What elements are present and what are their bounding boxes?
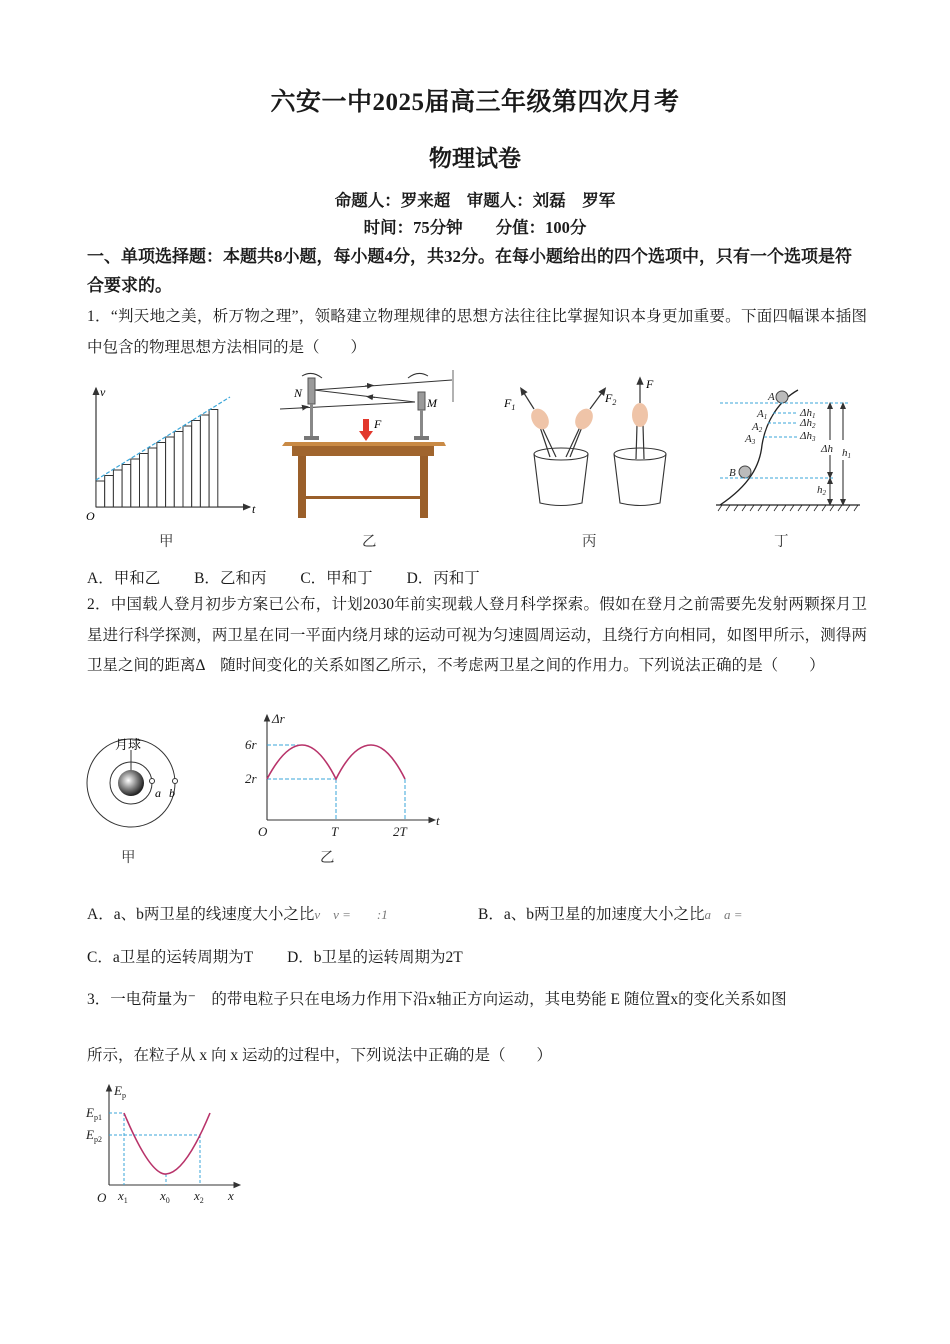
svg-text:A: A bbox=[768, 391, 775, 403]
option-d[interactable]: D．丙和丁 bbox=[406, 570, 480, 587]
svg-text:6r: 6r bbox=[245, 737, 257, 752]
option-c[interactable]: C．a卫星的运转周期为T bbox=[87, 949, 254, 966]
figure-table-mirror bbox=[280, 370, 470, 530]
label-F: F bbox=[646, 377, 654, 391]
svg-text:Δr: Δr bbox=[272, 711, 285, 726]
caption-bing: 丙 bbox=[582, 534, 597, 550]
svg-text:2T: 2T bbox=[393, 824, 407, 839]
figure-slope-heights bbox=[700, 380, 870, 520]
svg-text:O: O bbox=[97, 1190, 107, 1205]
question-2-option-a[interactable]: A．a、b两卫星的线速度大小之比v v = :1 bbox=[87, 906, 388, 923]
label-F1: $F_1$ bbox=[504, 396, 516, 412]
figure-vt-stepped bbox=[85, 380, 265, 525]
svg-text:B: B bbox=[729, 467, 736, 479]
svg-text:Ep1: $E_{p1}$ bbox=[86, 1105, 102, 1122]
caption-yi: 乙 bbox=[362, 534, 377, 550]
option-a[interactable]: A．甲和乙 bbox=[87, 570, 161, 587]
exam-time-score: 时间：75分钟 分值：100分 bbox=[363, 218, 587, 237]
moon-label: 月球 bbox=[115, 737, 142, 752]
formula-velocity-ratio: v v = :1 bbox=[314, 907, 388, 922]
question-1-options bbox=[87, 566, 510, 588]
option-d[interactable]: D．b卫星的运转周期为2T bbox=[287, 949, 463, 966]
axis-label-t: t bbox=[252, 502, 256, 516]
caption-q2-jia: 甲 bbox=[121, 850, 136, 866]
label-M: M bbox=[427, 396, 437, 410]
axis-origin: O bbox=[86, 509, 95, 523]
svg-text:2r: 2r bbox=[245, 771, 257, 786]
svg-text:Ep: $E_p$ bbox=[114, 1083, 126, 1100]
svg-text:Δh3: Δh3 bbox=[800, 430, 816, 443]
svg-text:x1: $x_1$ bbox=[118, 1188, 128, 1205]
sat-b-label: b bbox=[169, 786, 175, 800]
svg-text:t: t bbox=[436, 813, 440, 828]
svg-text:O: O bbox=[258, 824, 268, 839]
chart-delta-r-vs-t bbox=[230, 705, 450, 840]
svg-text:A2: A2 bbox=[752, 421, 763, 434]
option-b[interactable]: B．乙和丙 bbox=[194, 570, 267, 587]
svg-text:h1: h1 bbox=[842, 447, 851, 460]
question-1-stem: 1．“判天地之美，析万物之理”，领略建立物理规律的思想方法往往比掌握知识本身更加重要。下面四幅课本插图中包含的物理思想方法相同的是（ ） bbox=[87, 308, 867, 356]
svg-text:T: T bbox=[331, 824, 339, 839]
svg-text:Ep2: $E_{p2}$ bbox=[86, 1127, 102, 1144]
exam-title: 六安一中2025届高三年级第四次月考 bbox=[270, 89, 680, 116]
chart-ep-vs-x bbox=[80, 1075, 260, 1215]
question-2-option-b[interactable]: B．a、b两卫星的加速度大小之比a a = bbox=[478, 906, 743, 923]
sat-a-label: a bbox=[155, 786, 161, 800]
figure-bucket-forces bbox=[500, 375, 680, 515]
question-3-stem-line2: 所示，在粒子从 x 向 x 运动的过程中，下列说法中正确的是（ ） bbox=[87, 1047, 553, 1064]
svg-text:Δh2: Δh2 bbox=[800, 417, 816, 430]
label-F2: $F_2$ bbox=[605, 391, 617, 407]
question-2-stem: 2．中国载人登月初步方案已公布，计划2030年前实现载人登月科学探索。假如在登月之前需要先发射两颗探月卫星进行科学探测，两卫星在同一平面内绕月球的运动可视为匀速圆周运动，且绕行方向相同，如图甲所示，测得两卫星之间的距离Δ 随时间变化的关系如图乙所示，不考虑两卫星之间的作用力。下列说法正确的是（ ） bbox=[87, 596, 867, 674]
svg-text:Δh: Δh bbox=[821, 443, 833, 455]
caption-ding: 丁 bbox=[774, 534, 789, 550]
svg-text:h2: h2 bbox=[817, 484, 826, 497]
svg-text:x: x bbox=[228, 1188, 234, 1203]
svg-text:A3: A3 bbox=[745, 433, 756, 446]
section-heading: 一、单项选择题：本题共8小题，每小题4分，共32分。在每小题给出的四个选项中，只有一个选项是符合要求的。 bbox=[87, 247, 852, 295]
exam-authors: 命题人：罗来超 审题人：刘磊 罗军 bbox=[334, 191, 616, 210]
figure-moon-orbits bbox=[80, 720, 190, 830]
svg-text:A1: A1 bbox=[757, 408, 768, 421]
svg-text:x2: $x_2$ bbox=[194, 1188, 204, 1205]
caption-jia: 甲 bbox=[159, 534, 174, 550]
formula-accel-ratio: a a = bbox=[704, 907, 743, 922]
svg-text:Δh1: Δh1 bbox=[800, 407, 816, 420]
question-3-stem-line1: 3．一电荷量为⁻ 的带电粒子只在电场力作用下沿x轴正方向运动，其电势能 E 随位置x的变化关系如图 bbox=[87, 991, 787, 1008]
svg-text:x0: $x_0$ bbox=[160, 1188, 170, 1205]
question-2-options-cd bbox=[87, 945, 493, 967]
label-F: F bbox=[374, 417, 382, 431]
caption-q2-yi: 乙 bbox=[320, 850, 335, 866]
exam-subject: 物理试卷 bbox=[429, 146, 521, 171]
axis-label-v: v bbox=[100, 385, 106, 399]
option-c[interactable]: C．甲和丁 bbox=[300, 570, 373, 587]
label-N: N bbox=[294, 386, 303, 400]
